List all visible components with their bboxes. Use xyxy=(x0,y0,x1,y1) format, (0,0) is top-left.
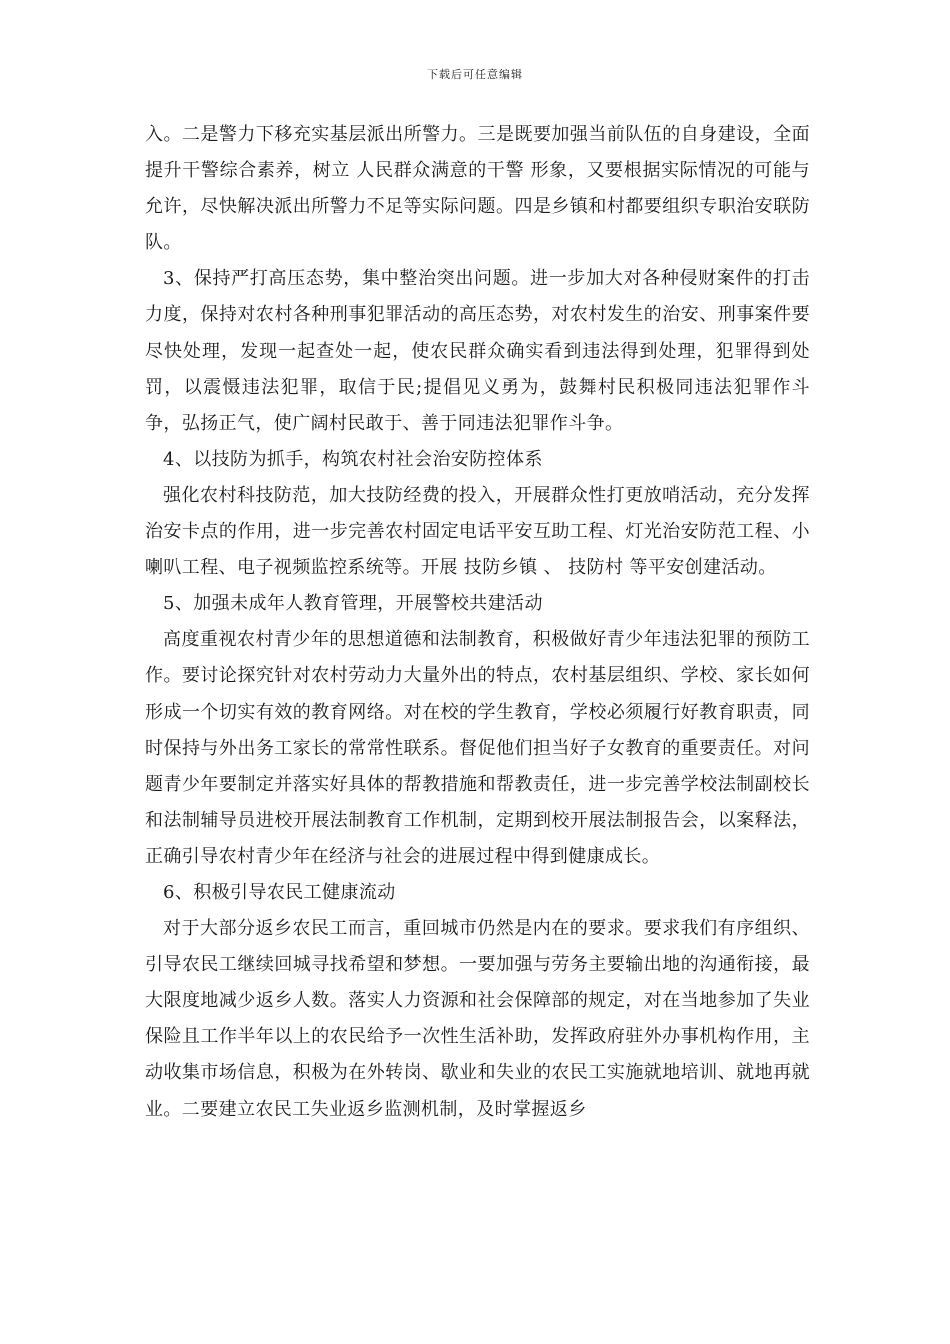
paragraph-continuation: 入。二是警力下移充实基层派出所警力。三是既要加强当前队伍的自身建设，全面提升干警综合素养，树立 人民群众满意的干警 形象，又要根据实际情况的可能与允许，尽快解决派出所警力不足等实际问题。四是乡镇和村都要组织专职治安联防队。 xyxy=(145,124,810,254)
heading-section-4: 4、以技防为抓手，构筑农村社会治安防控体系 xyxy=(163,448,543,470)
paragraph-section-5-body: 高度重视农村青少年的思想道德和法制教育，积极做好青少年违法犯罪的预防工作。要讨论探究针对农村劳动力大量外出的特点，农村基层组织、学校、家长如何形成一个切实有效的教育网络。对在校的学生教育，学校必须履行好教育职责，同时保持与外出务工家长的常常性联系。督促他们担当好子女教育的重要责任。对问题青少年要制定并落实好具体的帮教措施和帮教责任，进一步完善学校法制副校长和法制辅导员进校开展法制教育工作机制，定期到校开展法制报告会，以案释法，正确引导农村青少年在经济与社会的进展过程中得到健康成长。 xyxy=(145,629,810,867)
document-body xyxy=(145,117,810,1128)
paragraph-section-4-body: 强化农村科技防范，加大技防经费的投入，开展群众性打更放哨活动，充分发挥治安卡点的作用，进一步完善农村固定电话平安互助工程、灯光治安防范工程、小喇叭工程、电子视频监控系统等。开展 技防乡镇 、 技防村 等平安创建活动。 xyxy=(145,484,810,579)
heading-section-6: 6、积极引导农民工健康流动 xyxy=(163,881,396,903)
page-header: 下载后可任意编辑 xyxy=(427,68,523,81)
heading-section-5: 5、加强未成年人教育管理，开展警校共建活动 xyxy=(163,593,543,615)
paragraph-section-3: 3、保持严打高压态势，集中整治突出问题。进一步加大对各种侵财案件的打击力度，保持对农村各种刑事犯罪活动的高压态势，对农村发生的治安、刑事案件要尽快处理，发现一起查处一起，使农民群众确实看到违法得到处理，犯罪得到处罚，以震慑违法犯罪，取信于民;提倡见义勇为，鼓舞村民积极同违法犯罪作斗争，弘扬正气，使广阔村民敢于、善于同违法犯罪作斗争。 xyxy=(145,268,810,434)
paragraph-section-6-body: 对于大部分返乡农民工而言，重回城市仍然是内在的要求。要求我们有序组织、引导农民工继续回城寻找希望和梦想。一要加强与劳务主要输出地的沟通衔接，最大限度地减少返乡人数。落实人力资源和社会保障部的规定，对在当地参加了失业保险且工作半年以上的农民给予一次性生活补助，发挥政府驻外办事机构作用，主动收集市场信息，积极为在外转岗、歇业和失业的农民工实施就地培训、就地再就业。二要建立农民工失业返乡监测机制，及时掌握返乡 xyxy=(145,918,810,1120)
